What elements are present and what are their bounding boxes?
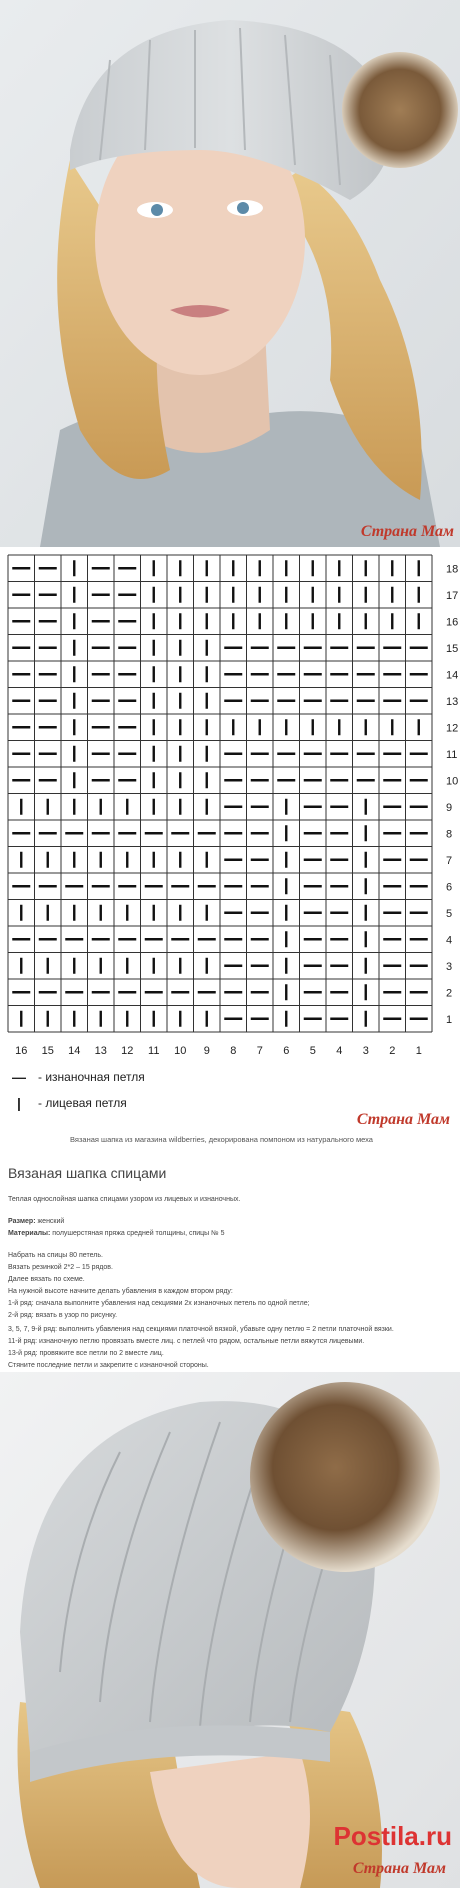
row-label: 17 <box>446 589 459 602</box>
instruction-line: Набрать на спицы 80 петель. <box>8 1252 103 1259</box>
instruction-line: 11-й ряд: изнаночную петлю провязать вместе лиц. с петлей что рядом, остальные петли вяжутся лицевыми. <box>8 1338 365 1345</box>
purl-label: - изнаночная петля <box>38 1070 145 1084</box>
postila-logo: Postila.ru <box>333 1821 452 1851</box>
col-label: 1 <box>415 1045 422 1057</box>
col-label: 3 <box>362 1045 369 1057</box>
row-label: 7 <box>446 854 453 867</box>
materials-line: Материалы: полушерстяная пряжа средней толщины, спицы № 5 <box>8 1230 225 1237</box>
knitting-chart-section <box>0 547 460 1157</box>
knitting-chart <box>0 547 460 1057</box>
row-label: 1 <box>446 1013 453 1026</box>
model-photo-top <box>0 0 460 547</box>
article-intro: Теплая однослойная шапка спицами узором из лицевых и изнаночных. <box>8 1196 241 1203</box>
col-label: 14 <box>68 1045 81 1057</box>
instruction-line: 13-й ряд: провяжите все петли по 2 вместе лиц. <box>8 1350 164 1357</box>
col-label: 4 <box>336 1045 343 1057</box>
watermark-bottom: Страна Мам <box>352 1860 446 1877</box>
instruction-line: На нужной высоте начните делать убавления в каждом втором ряду: <box>8 1288 233 1295</box>
row-label: 9 <box>446 801 453 814</box>
top-photo <box>0 0 460 547</box>
col-label: 10 <box>174 1045 187 1057</box>
col-label: 11 <box>148 1045 160 1057</box>
article-title: Вязаная шапка спицами <box>8 1165 167 1181</box>
instruction-line: 2-й ряд: вязать в узор по рисунку. <box>8 1312 118 1319</box>
watermark-top: Страна Мам <box>360 523 454 540</box>
col-label: 5 <box>309 1045 316 1057</box>
watermark-mid: Страна Мам <box>356 1111 450 1128</box>
col-label: 16 <box>15 1045 28 1057</box>
col-label: 9 <box>203 1045 210 1057</box>
row-label: 12 <box>446 722 459 735</box>
size-line: Размер: женский <box>8 1218 65 1225</box>
row-label: 11 <box>446 748 458 761</box>
instruction-line: Вязать резинкой 2*2 – 15 рядов. <box>8 1264 113 1271</box>
col-label: 2 <box>389 1045 396 1057</box>
row-label: 2 <box>446 987 453 1000</box>
row-label: 3 <box>446 960 453 973</box>
col-label: 7 <box>256 1045 263 1057</box>
row-label: 13 <box>446 695 459 708</box>
instruction-line: Далее вязать по схеме. <box>8 1276 85 1283</box>
purl-symbol: — <box>12 1069 26 1085</box>
model-photo-bottom <box>0 1372 460 1888</box>
row-label: 18 <box>446 563 459 576</box>
row-label: 15 <box>446 642 459 655</box>
instruction-line: 1-й ряд: сначала выполните убавления над секциями 2х изнаночных петель по одной петле; <box>8 1300 310 1307</box>
knit-label: - лицевая петля <box>38 1096 127 1110</box>
instruction-line: Стяните последние петли и закрепите с изнаночной стороны. <box>8 1362 209 1369</box>
col-label: 15 <box>41 1045 54 1057</box>
row-label: 8 <box>446 828 453 841</box>
row-label: 16 <box>446 616 459 629</box>
col-label: 8 <box>230 1045 237 1057</box>
legend-knit <box>8 1095 127 1111</box>
bottom-photo <box>0 1372 460 1888</box>
row-label: 14 <box>446 669 459 682</box>
knit-symbol: | <box>17 1095 21 1111</box>
row-label: 4 <box>446 934 453 947</box>
col-label: 12 <box>121 1045 134 1057</box>
row-label: 6 <box>446 881 453 894</box>
col-label: 13 <box>94 1045 107 1057</box>
photo-caption: Вязаная шапка из магазина wildberries, декорирована помпоном из натурального меха <box>70 1135 373 1144</box>
row-label: 5 <box>446 907 453 920</box>
instruction-line: 3, 5, 7, 9-й ряд: выполнить убавления над секциями платочной вязкой, убавьте одну петлю = 2 петли платочной вязки. <box>8 1326 394 1333</box>
legend-purl <box>8 1069 145 1085</box>
col-label: 6 <box>283 1045 290 1057</box>
row-label: 10 <box>446 775 459 788</box>
